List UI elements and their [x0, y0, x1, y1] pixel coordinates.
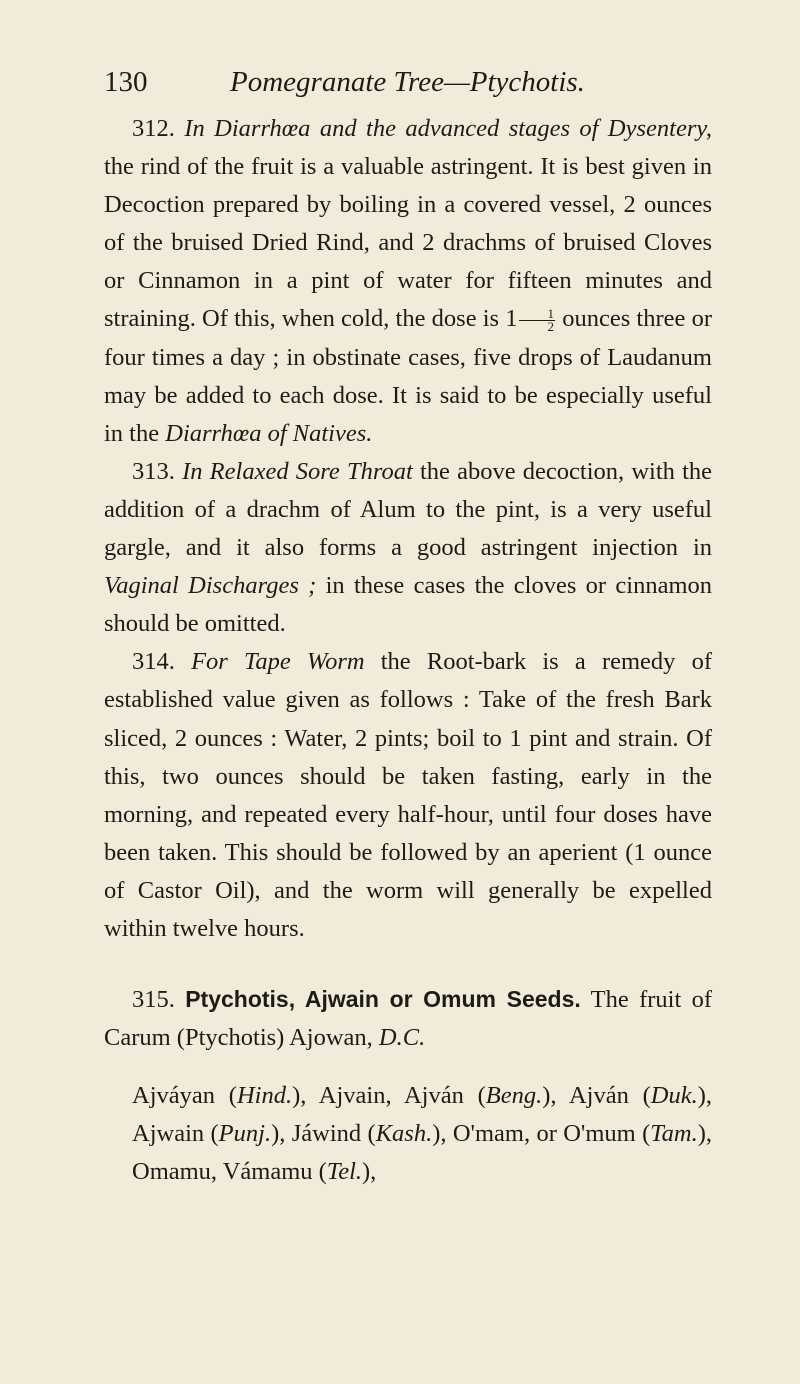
- paragraph-313: [104, 453, 712, 643]
- italic-phrase: Vaginal Discharges ;: [104, 572, 317, 600]
- paragraph-number: 314.: [132, 648, 175, 676]
- italic-phrase: D.C.: [378, 1024, 426, 1052]
- paragraph-text: ounces three or four times a day ; in obstinate cases, five drops of Laudanum may be added to each dose. It is said to be especially useful in the: [104, 305, 712, 447]
- paragraph-text: the Root-bark is a remedy of established value given as follows : Take of the fresh Bark sliced, 2 ounces : Water, 2 pints; boil to 1 pint and strain. Of this, two ounces should be taken fasting, early in the morning, and repeated every half-hour, until four doses have been taken. This should be followed by an aperient (1 ounce of Castor Oil), and the worm will generally be expelled within twelve hours.: [104, 648, 713, 942]
- vernacular-names: Ajváyan (Hind.), Ajvain, Ajván (Beng.), Ajván (Duk.), Ajwain (Punj.), Jáwind (Kash.), O'mam, or O'mum (Tam.), Omamu, Vámamu (Tel.),: [132, 1082, 712, 1186]
- paragraph-text: in these cases the cloves or cinnamon should be omitted.: [104, 572, 712, 638]
- body-text: [104, 110, 712, 1192]
- paragraph-315: [104, 980, 712, 1057]
- paragraph-topic: In Relaxed Sore Throat: [182, 457, 413, 485]
- paragraph-314: [104, 643, 712, 948]
- paragraph-text: The fruit of Carum (Ptychotis) Ajowan,: [104, 986, 712, 1052]
- paragraph-text: the rind of the fruit is a valuable astringent. It is best given in Decoction prepared by boiling in a covered vessel, 2 ounces of the bruised Dried Rind, and 2 drachms of bruised Cloves or Cinnamon in a pint of water for fifteen minutes and straining. Of this, when cold, the dose is 1: [104, 153, 712, 333]
- italic-phrase: Diarrhœa of Natives.: [165, 419, 373, 447]
- paragraph-number: 313.: [132, 457, 175, 485]
- paragraph-number: 312.: [132, 115, 175, 142]
- paragraph-topic: For Tape Worm: [191, 648, 365, 676]
- paragraph-312: [104, 110, 712, 453]
- section-heading: Ptychotis, Ajwain or Omum Seeds.: [185, 986, 581, 1013]
- page-number: 130: [104, 66, 148, 98]
- paragraph-topic: In Diarrhœa and the advanced stages of Dysentery,: [184, 115, 713, 142]
- page-header: [104, 62, 724, 102]
- running-title: Pomegranate Tree—Ptychotis.: [230, 66, 585, 98]
- paragraph-number: 315.: [132, 986, 175, 1014]
- paragraph-text: the above decoction, with the addition of a drachm of Alum to the pint, is a very useful gargle, and it also forms a good astringent injection in: [104, 457, 712, 562]
- fraction: $\frac{1}{2}$: [519, 308, 556, 333]
